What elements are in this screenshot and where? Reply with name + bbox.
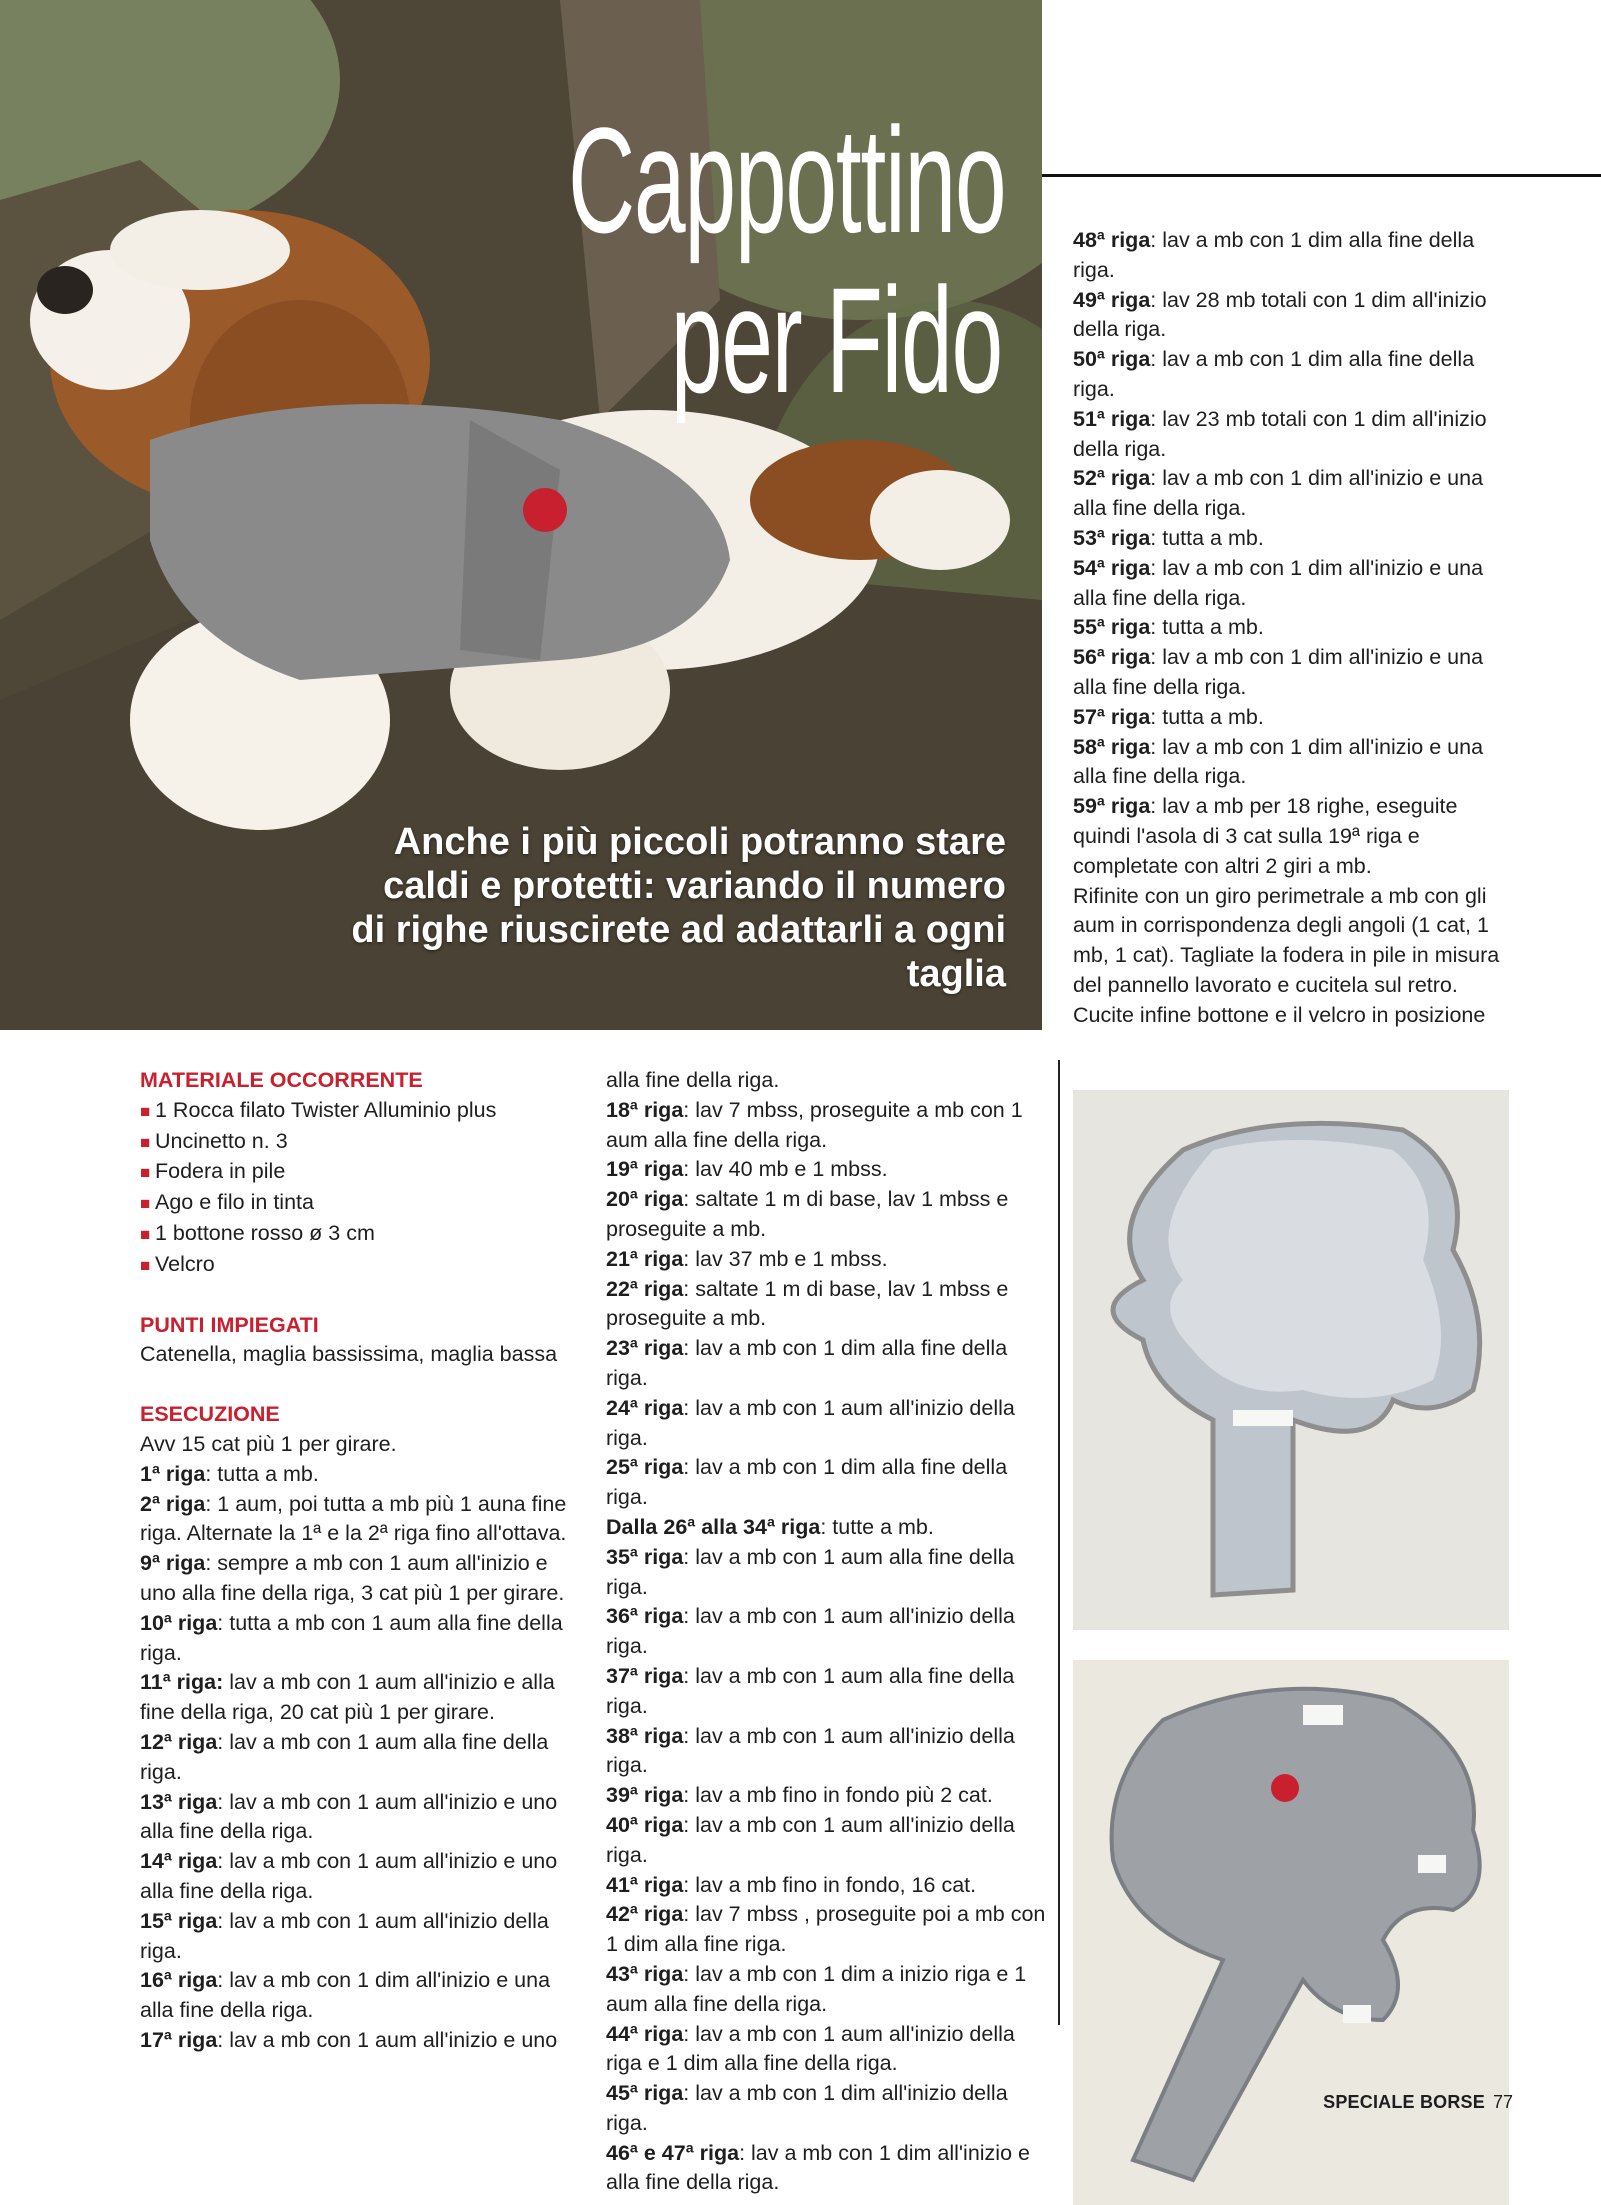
row-label: 42ª riga — [606, 1902, 684, 1927]
photo-crochet-panel — [1073, 1660, 1509, 2205]
row-label: 54ª riga — [1073, 555, 1151, 580]
instruction-row — [1073, 554, 1511, 614]
materials-list — [140, 1096, 580, 1281]
row-text: : lav a mb con 1 dim alla fine della riga. — [606, 1336, 1008, 1390]
instruction-row — [1073, 792, 1511, 881]
lining-piece-image — [1073, 1090, 1509, 1630]
column-2 — [606, 1066, 1046, 2198]
hero-photo — [0, 0, 1042, 1030]
instruction-row — [606, 1066, 1046, 1096]
instruction-row — [606, 1543, 1046, 1603]
row-text: : lav a mb con 1 aum all'inizio e uno alla fine della riga. — [140, 1789, 558, 1844]
instruction-row — [1073, 345, 1511, 405]
stitches-text: Catenella, maglia bassissima, maglia bassa — [140, 1342, 558, 1367]
instruction-row — [606, 1394, 1046, 1454]
row-label: 58ª riga — [1073, 734, 1151, 759]
row-label: 20ª riga — [606, 1187, 684, 1212]
subtitle: Anche i più piccoli potranno stare caldi e protetti: variando il numero di righe riuscirete ad adattarli a ogni taglia — [351, 821, 1006, 995]
row-text: : lav a mb fino in fondo, 16 cat. — [683, 1872, 977, 1897]
row-text: : lav a mb con 1 aum all'inizio della riga. — [140, 1908, 549, 1963]
title-line-2: per Fido — [670, 256, 1002, 424]
row-label: 11ª riga: — [140, 1670, 224, 1695]
row-label: 53ª riga — [1073, 525, 1151, 550]
instruction-row — [140, 1907, 580, 1967]
instruction-row — [606, 2020, 1046, 2080]
row-label: 12ª riga — [140, 1729, 218, 1754]
material-item: ■ 1 Rocca filato Twister Alluminio plus — [140, 1096, 580, 1127]
row-text: : lav a mb con 1 aum alla fine della riga. — [606, 1663, 1015, 1718]
row-label: 56ª riga — [1073, 645, 1151, 670]
instruction-row — [606, 1811, 1046, 1871]
row-label: 22ª riga — [606, 1276, 684, 1301]
row-label: 40ª riga — [606, 1812, 684, 1837]
instruction-row — [140, 1847, 580, 1907]
execution-rows-2 — [606, 1066, 1046, 2198]
row-text: : tutta a mb. — [1150, 525, 1264, 550]
instruction-row — [606, 2139, 1046, 2199]
column-divider — [1058, 1060, 1060, 2025]
row-text: : lav 28 mb totali con 1 dim all'inizio della riga. — [1073, 287, 1487, 342]
row-text: : lav 37 mb e 1 mbss. — [683, 1246, 888, 1271]
row-text: : lav a mb con 1 dim alla fine della riga. — [606, 1455, 1008, 1510]
row-label: 23ª riga — [606, 1336, 684, 1361]
row-text: : saltate 1 m di base, lav 1 mbss e proseguite a mb. — [606, 1276, 1009, 1331]
crochet-panel-image — [1073, 1660, 1509, 2205]
instruction-row — [606, 1662, 1046, 1722]
instruction-row — [140, 1430, 580, 1460]
instruction-row — [606, 1185, 1046, 1245]
row-label: Dalla 26ª alla 34ª riga — [606, 1514, 821, 1539]
instruction-row — [140, 1728, 580, 1788]
instruction-row — [140, 1549, 580, 1609]
row-text: : lav 23 mb totali con 1 dim all'inizio della riga. — [1073, 406, 1487, 461]
stitches-heading: PUNTI IMPIEGATI — [140, 1312, 319, 1337]
instruction-row — [140, 1668, 580, 1728]
row-label: 38ª riga — [606, 1723, 684, 1748]
column-3 — [1073, 226, 1511, 1031]
row-text: : lav a mb con 1 aum alla fine della riga. — [606, 1544, 1015, 1599]
top-rule — [1042, 174, 1601, 177]
page-footer — [1323, 2092, 1513, 2113]
row-label: 45ª riga — [606, 2081, 684, 2106]
row-label: 49ª riga — [1073, 287, 1151, 312]
row-label: 41ª riga — [606, 1872, 684, 1897]
row-text: : lav a mb con 1 aum all'inizio della riga. — [606, 1395, 1015, 1450]
row-text: : lav a mb con 1 dim all'inizio e una alla fine della riga. — [1073, 645, 1484, 699]
row-text: : lav a mb con 1 aum all'inizio della riga. — [606, 1723, 1015, 1778]
row-text: : lav a mb con 1 dim all'inizio e alla fine della riga. — [606, 2140, 1030, 2195]
row-label: 9ª riga — [140, 1551, 206, 1576]
material-item: ■ Uncinetto n. 3 — [140, 1127, 580, 1158]
instruction-row — [606, 1781, 1046, 1811]
row-text: : lav 7 mbss, proseguite a mb con 1 aum alla fine della riga. — [606, 1097, 1023, 1152]
row-text: : lav a mb con 1 aum all'inizio e uno — [217, 2027, 558, 2052]
instruction-row — [606, 2079, 1046, 2139]
photo-lining — [1073, 1090, 1509, 1630]
instruction-row — [606, 1602, 1046, 1662]
row-label: 10ª riga — [140, 1610, 218, 1635]
row-text: : lav a mb con 1 aum alla fine della riga. — [140, 1729, 549, 1784]
row-text: : saltate 1 m di base, lav 1 mbss e proseguite a mb. — [606, 1187, 1009, 1241]
row-label: 16ª riga — [140, 1968, 218, 1993]
row-text: : sempre a mb con 1 aum all'inizio e uno alla fine della riga, 3 cat più 1 per girare. — [140, 1551, 565, 1605]
row-text: : lav a mb con 1 aum all'inizio e uno alla fine della riga. — [140, 1849, 558, 1903]
row-label: 55ª riga — [1073, 615, 1151, 640]
row-label: 57ª riga — [1073, 704, 1151, 729]
row-text: : lav a mb fino in fondo più 2 cat. — [683, 1783, 993, 1808]
material-item: ■ Fodera in pile — [140, 1157, 580, 1188]
row-text: lav a mb con 1 aum all'inizio e alla fine della riga, 20 cat più 1 per girare. — [140, 1670, 555, 1725]
row-text: Rifinite con un giro perimetrale a mb con gli aum in corrispondenza degli angoli (1 cat, 1 mb, 1 cat). Tagliate la fodera in pile in misura del pannello lavorato e cucitela sul retro. Cucite infine bottone e il velcro in posizione — [1073, 883, 1500, 1027]
row-label: 2ª riga — [140, 1491, 206, 1516]
row-label: 21ª riga — [606, 1246, 684, 1271]
instruction-row — [606, 1245, 1046, 1275]
execution-rows-3 — [1073, 226, 1511, 1031]
materials-heading: MATERIALE OCCORRENTE — [140, 1068, 423, 1092]
row-label: 39ª riga — [606, 1783, 684, 1808]
row-label: 51ª riga — [1073, 406, 1151, 431]
row-text: : tutta a mb. — [205, 1461, 319, 1486]
instruction-row — [1073, 226, 1511, 286]
instruction-row — [1073, 464, 1511, 524]
row-label: 50ª riga — [1073, 347, 1151, 372]
row-text: : lav a mb per 18 righe, eseguite quindi l'asola di 3 cat sulla 19ª riga e completate con altri 2 giri a mb. — [1073, 794, 1458, 878]
row-label: 35ª riga — [606, 1544, 684, 1569]
instruction-row — [606, 1871, 1046, 1901]
instruction-row — [606, 1900, 1046, 1960]
row-text: : tutta a mb. — [1150, 704, 1264, 729]
instruction-row — [1073, 613, 1511, 643]
instruction-row — [606, 1513, 1046, 1543]
instruction-row — [140, 1966, 580, 2026]
instruction-row — [140, 1490, 580, 1550]
row-label: 37ª riga — [606, 1663, 684, 1688]
instruction-row — [606, 1453, 1046, 1513]
execution-rows-1 — [140, 1430, 580, 2056]
row-label: 24ª riga — [606, 1395, 684, 1420]
row-text: : lav a mb con 1 dim alla fine della riga. — [1073, 347, 1475, 401]
execution-heading: ESECUZIONE — [140, 1402, 280, 1427]
material-item: ■ Velcro — [140, 1250, 580, 1281]
row-text: Avv 15 cat più 1 per girare. — [140, 1431, 397, 1456]
instruction-row — [606, 1096, 1046, 1156]
instruction-row — [140, 1460, 580, 1490]
page-title — [568, 96, 1006, 424]
row-text: : lav 40 mb e 1 mbss. — [683, 1157, 888, 1182]
instruction-row — [606, 1722, 1046, 1782]
row-label: 18ª riga — [606, 1097, 684, 1122]
instruction-row — [1073, 405, 1511, 465]
row-text: : tutta a mb con 1 aum alla fine della riga. — [140, 1610, 563, 1665]
row-label: 13ª riga — [140, 1789, 218, 1814]
instruction-row — [1073, 643, 1511, 703]
row-text: : lav a mb con 1 dim all'inizio e una alla fine della riga. — [1073, 555, 1484, 610]
column-1 — [140, 1066, 580, 2056]
row-text: : lav a mb con 1 dim alla fine della riga. — [1073, 228, 1475, 282]
row-label: 43ª riga — [606, 1961, 684, 1986]
row-text: : lav a mb con 1 aum all'inizio della riga e 1 dim alla fine della riga. — [606, 2021, 1015, 2076]
instruction-row — [1073, 733, 1511, 793]
row-text: : lav a mb con 1 dim all'inizio e una alla fine della riga. — [1073, 466, 1484, 521]
footer-section: SPECIALE BORSE — [1323, 2092, 1485, 2112]
row-text: : tutte a mb. — [820, 1514, 934, 1539]
row-text: : 1 aum, poi tutta a mb più 1 auna fine riga. Alternate la 1ª e la 2ª riga fino all'ottava. — [140, 1491, 567, 1546]
instruction-row — [1073, 882, 1511, 1031]
row-label: 25ª riga — [606, 1455, 684, 1480]
row-label: 19ª riga — [606, 1157, 684, 1182]
row-label: 15ª riga — [140, 1908, 218, 1933]
row-text: : lav a mb con 1 dim all'inizio e una alla fine della riga. — [140, 1968, 551, 2023]
row-text: : lav a mb con 1 aum all'inizio della riga. — [606, 1812, 1015, 1867]
row-label: 14ª riga — [140, 1849, 218, 1874]
row-text: : lav a mb con 1 dim all'inizio della riga. — [606, 2081, 1008, 2135]
row-text: : lav a mb con 1 dim all'inizio e una alla fine della riga. — [1073, 734, 1484, 789]
row-label: 1ª riga — [140, 1461, 206, 1486]
instruction-row — [1073, 286, 1511, 346]
title-line-1: Cappottino — [568, 96, 1006, 264]
instruction-row — [606, 1275, 1046, 1335]
row-label: 48ª riga — [1073, 228, 1151, 252]
row-label: 36ª riga — [606, 1604, 684, 1629]
row-text: : lav a mb con 1 dim a inizio riga e 1 aum alla fine della riga. — [606, 1961, 1027, 2016]
instruction-row — [140, 1609, 580, 1669]
row-label: 17ª riga — [140, 2027, 218, 2052]
material-item: ■ Ago e filo in tinta — [140, 1188, 580, 1219]
row-text: : lav 7 mbss , proseguite poi a mb con 1 dim alla fine riga. — [606, 1902, 1046, 1957]
row-text: alla fine della riga. — [606, 1068, 780, 1092]
material-item: ■ 1 bottone rosso ø 3 cm — [140, 1219, 580, 1250]
row-label: 46ª e 47ª riga — [606, 2140, 740, 2165]
row-label: 59ª riga — [1073, 794, 1151, 819]
instruction-row — [606, 1155, 1046, 1185]
page-number: 77 — [1492, 2092, 1513, 2112]
instruction-row — [1073, 524, 1511, 554]
row-label: 44ª riga — [606, 2021, 684, 2046]
instruction-row — [140, 2026, 580, 2056]
row-text: : lav a mb con 1 aum all'inizio della riga. — [606, 1604, 1015, 1659]
row-label: 52ª riga — [1073, 466, 1151, 491]
instruction-row — [606, 1334, 1046, 1394]
row-text: : tutta a mb. — [1150, 615, 1264, 640]
instruction-row — [606, 1960, 1046, 2020]
instruction-row — [140, 1788, 580, 1848]
instruction-row — [1073, 703, 1511, 733]
